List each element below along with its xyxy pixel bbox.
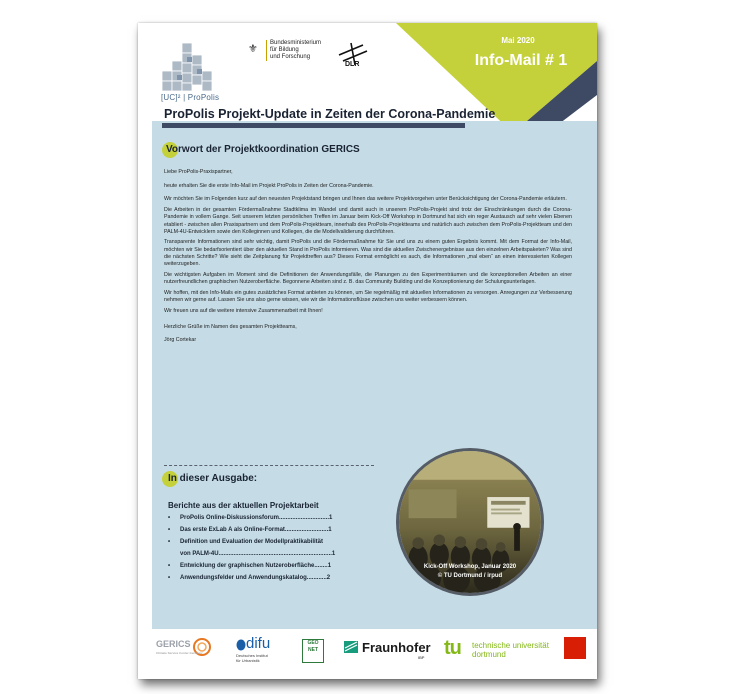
fraunhofer-icon	[344, 641, 358, 653]
bullet: •	[168, 539, 171, 545]
bmbf-logo	[248, 40, 338, 76]
paragraph: Herzliche Grüße im Namen des gesamten Projektteams,	[164, 323, 297, 330]
red-partner-logo	[564, 637, 586, 659]
paragraph: Wir möchten Sie im Folgenden kurz auf den neuesten Projektstand bringen und Ihnen das weitere Projektvorgehen unter Berücksichtigung der Corona-Pandemie erläutern.	[164, 196, 567, 203]
issue-title: Info-Mail # 1	[474, 52, 568, 69]
paragraph: Transparente Informationen sind sehr wichtig, damit ProPolis und die Fördermaßnahme für Sie und uns zu einem guten Ergebnis kommt. Mit dem Format der Info-Mail, möchten wir Sie bedarfsorientiert über den aktuellen Stand in ProPolis informieren. Was sind die aktuellen Zwischenergebnisse aus den einzelnen Arbeitspaketen? Was sind die nächsten Schritte? Wie sieht die Zeitplanung für Projekttreffen aus? Dieses Format ermöglicht es auch, die Informationen „mal eben“ an einen interessierten Kollegen weiterzugeben.	[164, 239, 572, 268]
propolis-logo-icon	[160, 41, 216, 93]
bullet: •	[168, 527, 171, 533]
dlr-logo	[333, 41, 373, 71]
photo-caption: Kick-Off Workshop, Januar 2020 © TU Dortmund / irpud	[423, 564, 517, 579]
bullet: •	[168, 515, 171, 521]
toc-item[interactable]: von PALM-4U....................................................................1	[180, 551, 336, 557]
gerics-logo: GERICS Climate Service Center Germany	[156, 639, 191, 649]
dlr-label: DLR	[345, 61, 360, 68]
eagle-icon: ⚜	[248, 43, 258, 55]
project-logo-label: [UC]² | ProPolis	[161, 93, 220, 102]
ministry-line-1: Bundesministerium	[270, 40, 322, 46]
bullet: •	[168, 575, 171, 581]
paragraph: Liebe ProPolis-Praxispartner,	[164, 169, 233, 175]
geonet-logo: GEO NET	[302, 639, 324, 663]
foreword-heading: Vorwort der Projektkoordination GERICS	[166, 144, 360, 155]
paragraph: Die wichtigsten Aufgaben im Moment sind die Definitionen der Anwendungsfälle, die Planungen zu den Experimenträumen und die konzeptionellen Arbeiten an einer nutzerfreundlichen graphischen Nutzeroberfläche. Begonnene Arbeiten sind z. B. das Community Building und die Konzeptionierung der Schulungsunterlagen.	[164, 271, 572, 285]
bullet: •	[168, 563, 171, 569]
paragraph: Wir freuen uns auf die weitere intensive Zusammenarbeit mit Ihnen!	[164, 307, 323, 314]
partner-logos: GERICS Climate Service Center Germany difu Deutsches Institut für Urbanistik GEO NET Fraunhofer IBP tu technische universität dortmund	[138, 629, 597, 679]
ministry-line-3: und Forschung	[270, 54, 311, 60]
toc-item[interactable]: • ProPolis Online-Diskussionsforum..............................1	[168, 515, 333, 521]
toc-item[interactable]: • Entwicklung der graphischen Nutzeroberfläche........1	[168, 563, 332, 569]
toc-item[interactable]: • Das erste ExLab A als Online-Format..........................1	[168, 527, 332, 533]
ministry-line-2: für Bildung	[270, 47, 299, 53]
page-title: ProPolis Projekt-Update in Zeiten der Corona-Pandemie	[164, 107, 496, 121]
title-underline	[162, 123, 465, 128]
newsletter-page	[138, 23, 597, 679]
divider	[164, 465, 374, 466]
table-of-contents	[168, 515, 378, 587]
paragraph: heute erhalten Sie die erste Info-Mail im Projekt ProPolis in Zeiten der Corona-Pandemie.	[164, 183, 374, 190]
issue-date: Mai 2020	[501, 36, 535, 45]
paragraph: Wir hoffen, mit den Info-Mails ein gutes zusätzliches Format anbieten zu können, um Sie regelmäßig mit aktuellen Informationen zu versorgen. Anregungen zur Verbesserung nehmen wir gerne auf. Lassen Sie uns also gerne wissen, wie wir die Informationsflüsse zwischen uns weiter verbessern können.	[164, 289, 572, 303]
paragraph: Die Arbeiten in der gesamten Fördermaßnahme Stadtklima im Wandel und damit auch in unserem ProPolis-Projekt sind trotz der Einschränkungen durch die Corona-Pandemie in vollem Gange. Seit unserem letzten persönlichen Treffen im Januar beim Kick-Off Workshop in Dortmund hat sich ein reger Austausch auf sehr vielen Ebenen etabliert - zwischen allen Praxispartnern und dem ProPolis-Projektteam, innerhalb des ProPolis-Projektteams und natürlich auch zwischen dem ProPolis-Projektteam und den PALM-4U-Entwicklern sowie den Kolleginnen und Kollegen, die die Modellvalidierung durchführen.	[164, 207, 572, 235]
difu-dot-icon	[236, 639, 246, 651]
foreword-body	[164, 169, 572, 348]
toc-item[interactable]: • Anwendungsfelder und Anwendungskatalog............2	[168, 575, 331, 581]
toc-item[interactable]: • Definition und Evaluation der Modellpraktikabilität	[168, 539, 324, 545]
signature: Jörg Cortekar	[164, 336, 197, 343]
toc-subheading: Berichte aus der aktuellen Projektarbeit	[168, 501, 319, 510]
toc-heading: In dieser Ausgabe:	[168, 473, 258, 484]
